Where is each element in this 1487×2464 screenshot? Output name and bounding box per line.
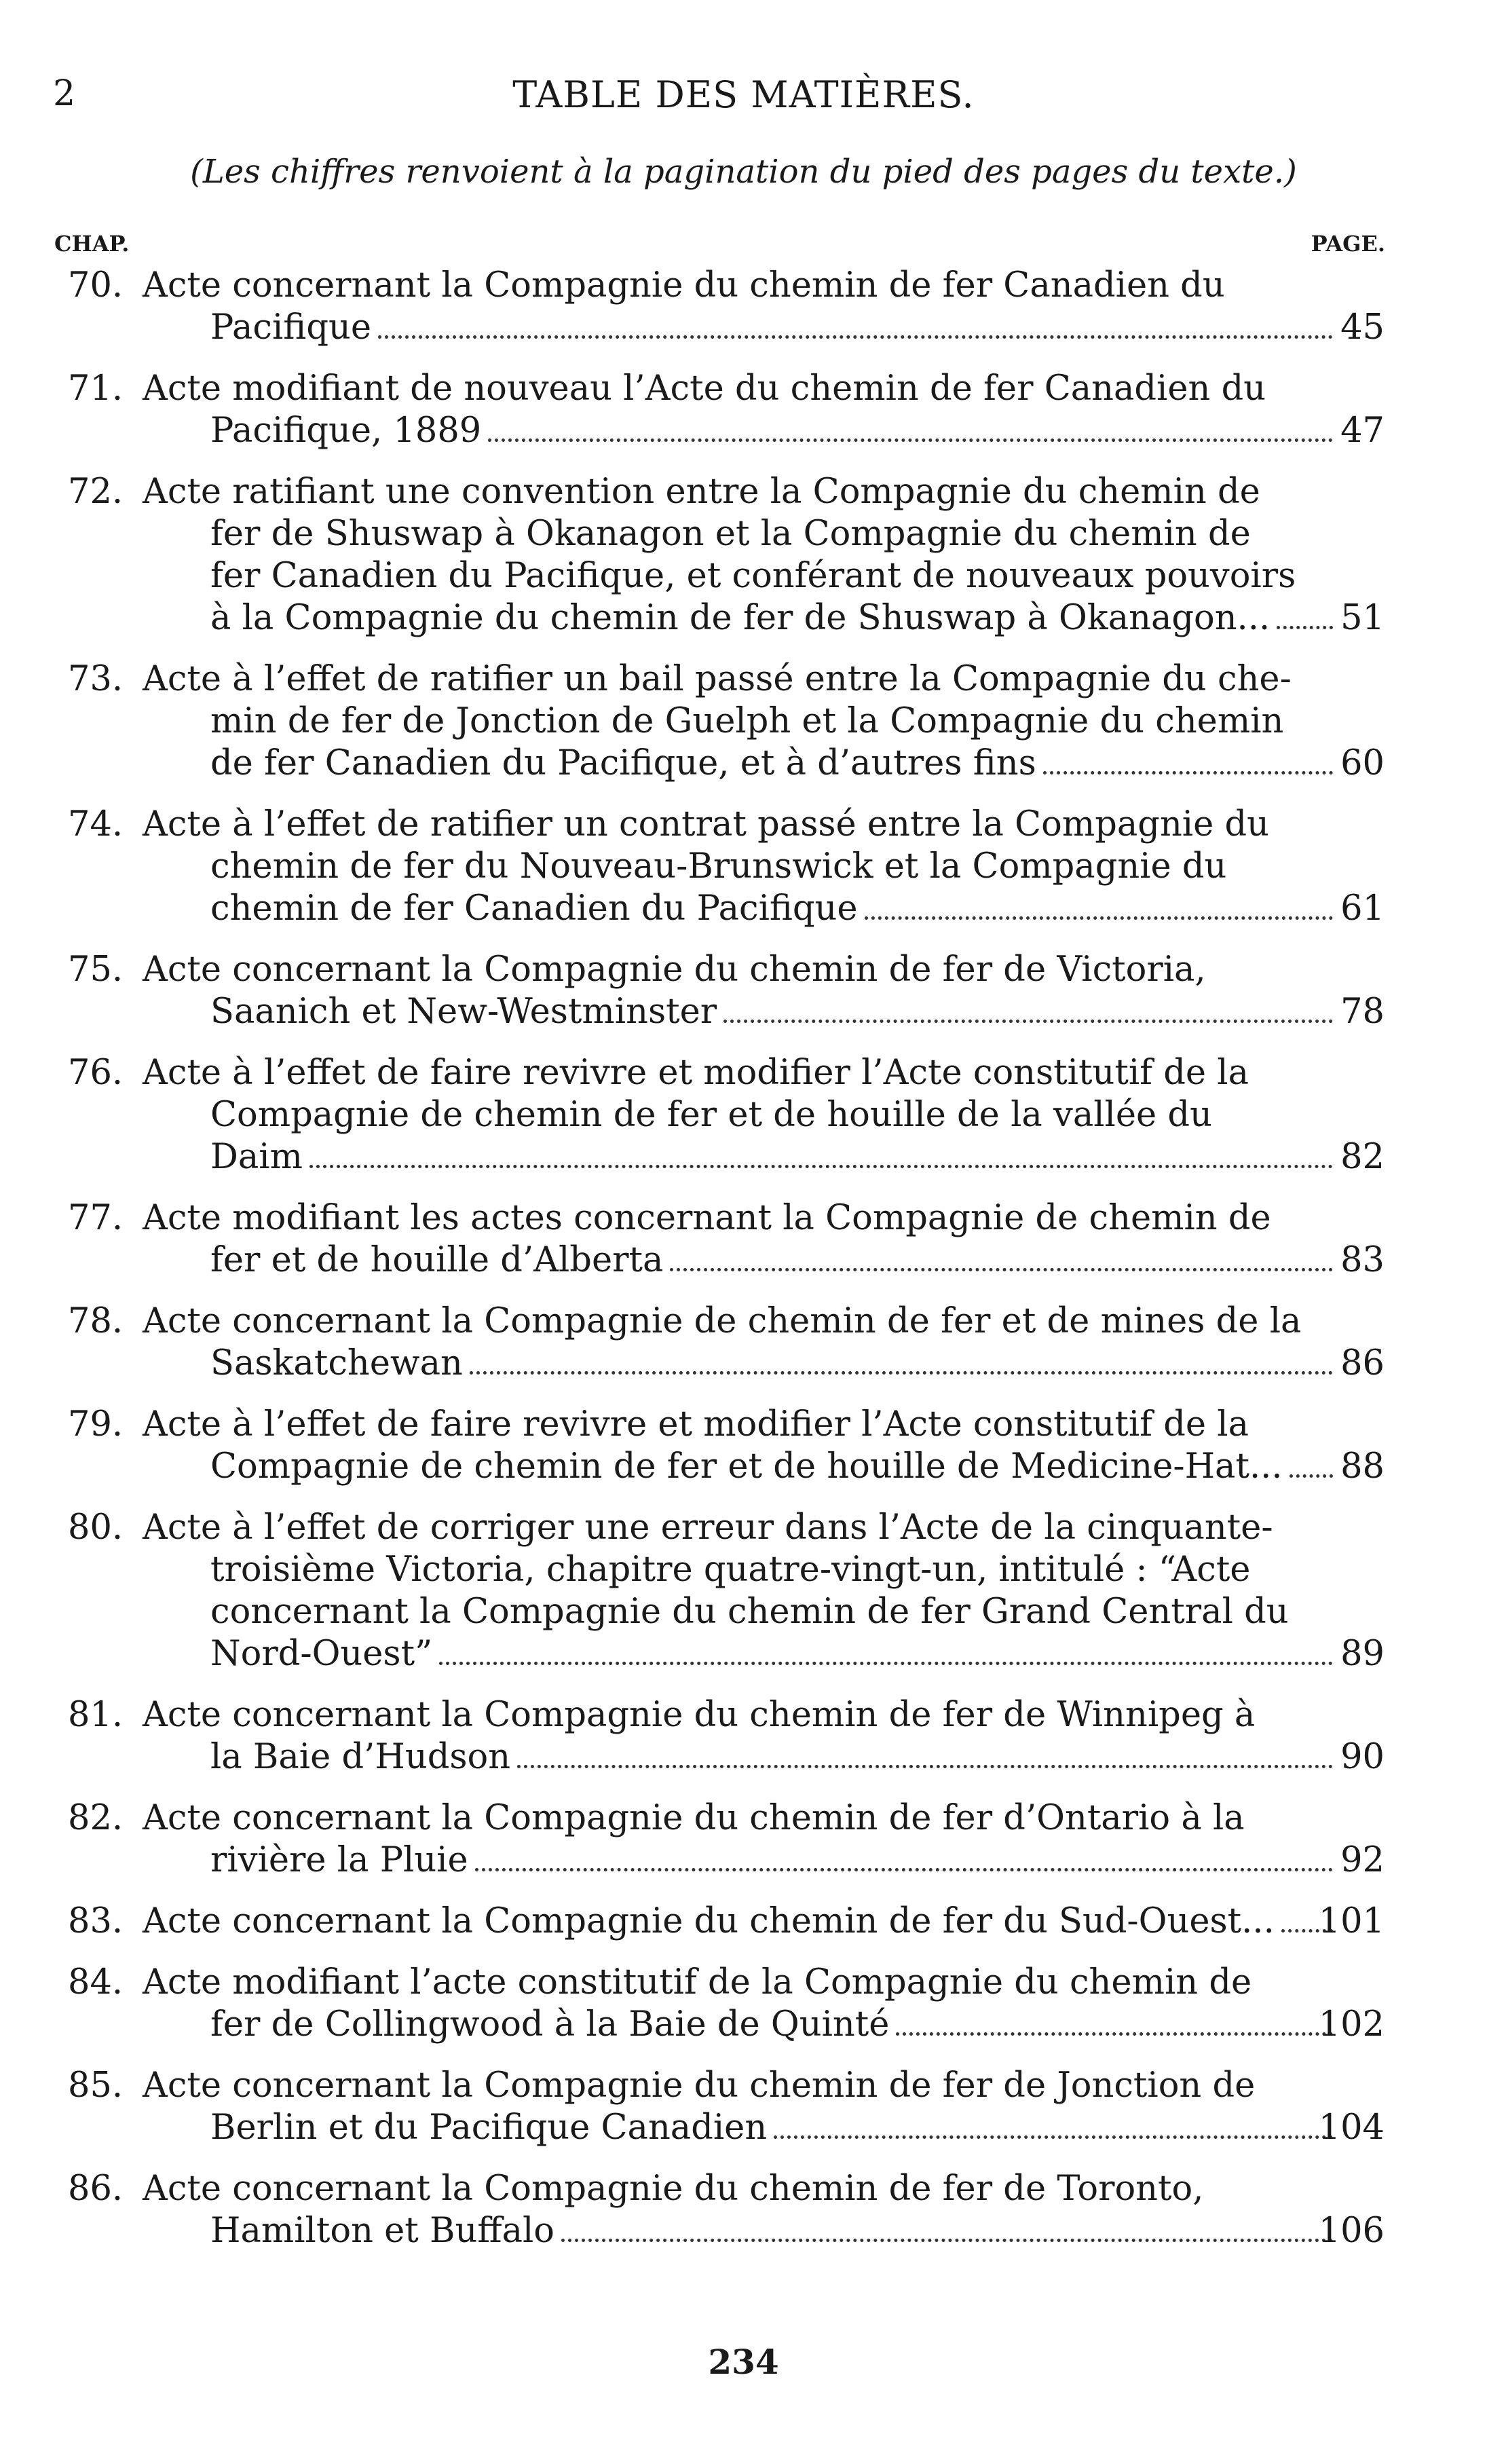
entry-text: Acte concernant la Compagnie du chemin de fer de Victoria, bbox=[143, 950, 1206, 990]
dot-leader bbox=[723, 1020, 1333, 1023]
dot-leader bbox=[470, 1371, 1333, 1375]
page-reference: 102 bbox=[1318, 2004, 1385, 2045]
entry-text: de fer Canadien du Pacifique, et à d’autres fins bbox=[210, 743, 1036, 783]
toc-entries bbox=[68, 265, 1385, 2271]
entry-text: Acte modifiant de nouveau l’Acte du chemin de fer Canadien du bbox=[143, 369, 1266, 409]
entry-line bbox=[68, 804, 1385, 846]
chapter-number: 77. bbox=[68, 1198, 124, 1238]
entry-text: min de fer de Jonction de Guelph et la Compagnie du chemin bbox=[210, 701, 1284, 741]
page-reference: 47 bbox=[1340, 411, 1385, 451]
entry-text: à la Compagnie du chemin de fer de Shuswap à Okanagon... bbox=[210, 598, 1270, 638]
entry-text: Acte à l’effet de corriger une erreur dans l’Acte de la cinquante- bbox=[143, 1508, 1273, 1548]
entry-text: Acte concernant la Compagnie du chemin de fer d’Ontario à la bbox=[143, 1798, 1245, 1838]
page-number: 2 bbox=[53, 73, 76, 114]
entry-line bbox=[68, 1446, 1385, 1488]
page-reference: 101 bbox=[1318, 1901, 1385, 1941]
page-reference: 89 bbox=[1340, 1634, 1385, 1674]
toc-entry bbox=[68, 1052, 1385, 1178]
entry-text: Nord-Ouest” bbox=[210, 1634, 433, 1674]
toc-entry bbox=[68, 368, 1385, 452]
entry-line bbox=[68, 1549, 1385, 1591]
page-reference: 106 bbox=[1318, 2211, 1385, 2251]
entry-text: Hamilton et Buffalo bbox=[210, 2211, 554, 2251]
page-reference: 61 bbox=[1340, 889, 1385, 929]
chapter-number: 80. bbox=[68, 1508, 124, 1548]
entry-line bbox=[68, 1633, 1385, 1675]
entry-line bbox=[68, 991, 1385, 1033]
entry-line bbox=[68, 1694, 1385, 1736]
entry-line bbox=[68, 2107, 1385, 2149]
page-reference: 104 bbox=[1318, 2108, 1385, 2148]
page-reference: 83 bbox=[1340, 1240, 1385, 1280]
entry-line bbox=[68, 1736, 1385, 1778]
chapter-number: 71. bbox=[68, 369, 124, 409]
toc-entry bbox=[68, 1901, 1385, 1943]
entry-text: Acte concernant la Compagnie du chemin de fer de Winnipeg à bbox=[143, 1695, 1256, 1735]
entry-text: Saskatchewan bbox=[210, 1343, 463, 1383]
entry-line bbox=[68, 888, 1385, 930]
toc-entry bbox=[68, 1404, 1385, 1488]
dot-leader bbox=[439, 1662, 1333, 1665]
chapter-number: 81. bbox=[68, 1695, 124, 1735]
toc-entry bbox=[68, 2065, 1385, 2149]
dot-leader bbox=[378, 335, 1333, 339]
entry-text: Acte modifiant l’acte constitutif de la Compagnie du chemin de bbox=[143, 1962, 1252, 2002]
entry-text: Acte à l’effet de ratifier un bail passé entre la Compagnie du che- bbox=[143, 659, 1292, 699]
entry-text: Acte concernant la Compagnie du chemin de fer de Jonction de bbox=[143, 2066, 1256, 2106]
dot-leader bbox=[475, 1868, 1333, 1871]
entry-text: Pacifique, 1889 bbox=[210, 411, 482, 451]
entry-text: fer de Collingwood à la Baie de Quinté bbox=[210, 2004, 890, 2045]
page-reference: 92 bbox=[1340, 1840, 1385, 1880]
dot-leader bbox=[865, 916, 1333, 920]
entry-text: fer Canadien du Pacifique, et conférant de nouveaux pouvoirs bbox=[210, 556, 1296, 596]
dot-leader bbox=[517, 1765, 1333, 1768]
entry-text: Compagnie de chemin de fer et de houille de la vallée du bbox=[210, 1095, 1212, 1135]
entry-line bbox=[68, 1301, 1385, 1343]
page-reference: 45 bbox=[1340, 307, 1385, 348]
entry-line bbox=[68, 1094, 1385, 1136]
entry-text: Acte à l’effet de faire revivre et modifier l’Acte constitutif de la bbox=[143, 1404, 1249, 1444]
entry-text: Berlin et du Pacifique Canadien bbox=[210, 2108, 768, 2148]
toc-entry bbox=[68, 1301, 1385, 1385]
dot-leader bbox=[670, 1268, 1333, 1271]
entry-text: Compagnie de chemin de fer et de houille de Medicine-Hat... bbox=[210, 1446, 1283, 1487]
dot-leader bbox=[488, 438, 1333, 442]
entry-text: concernant la Compagnie du chemin de fer Grand Central du bbox=[210, 1592, 1289, 1632]
entry-text: troisième Victoria, chapitre quatre-vingt-un, intitulé : “Acte bbox=[210, 1550, 1251, 1590]
entry-text: Daim bbox=[210, 1137, 303, 1177]
page-reference: 60 bbox=[1340, 743, 1385, 783]
chapter-number: 76. bbox=[68, 1053, 124, 1093]
entry-line bbox=[68, 2004, 1385, 2046]
entry-line bbox=[68, 471, 1385, 513]
page-title: TABLE DES MATIÈRES. bbox=[512, 73, 975, 116]
entry-line bbox=[68, 2168, 1385, 2210]
entry-line bbox=[68, 949, 1385, 991]
chapter-number: 74. bbox=[68, 804, 124, 844]
entry-text: Pacifique bbox=[210, 307, 371, 348]
entry-text: fer de Shuswap à Okanagon et la Compagnie du chemin de bbox=[210, 514, 1251, 554]
entry-line bbox=[68, 701, 1385, 743]
dot-leader bbox=[896, 2032, 1333, 2036]
chapter-number: 73. bbox=[68, 659, 124, 699]
chap-column-header: CHAP. bbox=[54, 231, 130, 257]
entry-line bbox=[68, 1507, 1385, 1549]
entry-text: Acte concernant la Compagnie du chemin de fer du Sud-Ouest... bbox=[143, 1901, 1275, 1941]
entry-text: fer et de houille d’Alberta bbox=[210, 1240, 664, 1280]
page-reference: 78 bbox=[1340, 992, 1385, 1032]
toc-entry bbox=[68, 265, 1385, 349]
toc-entry bbox=[68, 1197, 1385, 1282]
entry-line bbox=[68, 2210, 1385, 2252]
page-column-header: PAGE. bbox=[1311, 231, 1385, 257]
entry-text: chemin de fer du Nouveau-Brunswick et la Compagnie du bbox=[210, 846, 1227, 886]
chapter-number: 79. bbox=[68, 1404, 124, 1444]
chapter-number: 78. bbox=[68, 1301, 124, 1341]
toc-entry bbox=[68, 804, 1385, 930]
entry-line bbox=[68, 555, 1385, 597]
entry-line bbox=[68, 743, 1385, 785]
entry-line bbox=[68, 1591, 1385, 1633]
entry-line bbox=[68, 658, 1385, 701]
entry-line bbox=[68, 1197, 1385, 1239]
entry-line bbox=[68, 1404, 1385, 1446]
entry-line bbox=[68, 1901, 1385, 1943]
entry-text: Acte concernant la Compagnie du chemin de fer de Toronto, bbox=[143, 2169, 1204, 2209]
dot-leader bbox=[309, 1165, 1333, 1168]
footer-page-number: 234 bbox=[708, 2342, 779, 2382]
toc-entry bbox=[68, 2168, 1385, 2252]
dot-leader bbox=[561, 2239, 1333, 2242]
page-reference: 88 bbox=[1340, 1446, 1385, 1487]
page-subtitle: (Les chiffres renvoient à la pagination du pied des pages du texte.) bbox=[190, 153, 1297, 191]
dot-leader bbox=[1043, 771, 1333, 774]
entry-text: Acte ratifiant une convention entre la Compagnie du chemin de bbox=[143, 472, 1260, 512]
entry-text: chemin de fer Canadien du Pacifique bbox=[210, 889, 858, 929]
entry-text: Acte concernant la Compagnie du chemin de fer Canadien du bbox=[143, 265, 1225, 305]
toc-entry bbox=[68, 1507, 1385, 1675]
toc-entry bbox=[68, 949, 1385, 1033]
entry-line bbox=[68, 410, 1385, 452]
toc-entry bbox=[68, 1962, 1385, 2046]
toc-entry bbox=[68, 471, 1385, 639]
entry-text: rivière la Pluie bbox=[210, 1840, 468, 1880]
entry-line bbox=[68, 1840, 1385, 1882]
chapter-number: 70. bbox=[68, 265, 124, 305]
entry-line bbox=[68, 1343, 1385, 1385]
entry-text: Acte concernant la Compagnie de chemin de fer et de mines de la bbox=[143, 1301, 1302, 1341]
chapter-number: 86. bbox=[68, 2169, 124, 2209]
entry-text: la Baie d’Hudson bbox=[210, 1737, 511, 1777]
entry-text: Acte à l’effet de ratifier un contrat passé entre la Compagnie du bbox=[143, 804, 1269, 844]
entry-line bbox=[68, 846, 1385, 888]
entry-line bbox=[68, 368, 1385, 410]
chapter-number: 84. bbox=[68, 1962, 124, 2002]
entry-line bbox=[68, 1797, 1385, 1840]
entry-line bbox=[68, 1239, 1385, 1282]
entry-line bbox=[68, 1052, 1385, 1094]
chapter-number: 83. bbox=[68, 1901, 124, 1941]
page-reference: 51 bbox=[1340, 598, 1385, 638]
entry-text: Acte modifiant les actes concernant la Compagnie de chemin de bbox=[143, 1198, 1271, 1238]
entry-text: Saanich et New-Westminster bbox=[210, 992, 717, 1032]
entry-line bbox=[68, 307, 1385, 349]
entry-line bbox=[68, 2065, 1385, 2107]
entry-line bbox=[68, 1136, 1385, 1178]
chapter-number: 85. bbox=[68, 2066, 124, 2106]
entry-line bbox=[68, 513, 1385, 555]
chapter-number: 82. bbox=[68, 1798, 124, 1838]
chapter-number: 72. bbox=[68, 472, 124, 512]
entry-line bbox=[68, 597, 1385, 639]
toc-entry bbox=[68, 1797, 1385, 1882]
page-reference: 82 bbox=[1340, 1137, 1385, 1177]
chapter-number: 75. bbox=[68, 950, 124, 990]
entry-line bbox=[68, 265, 1385, 307]
entry-text: Acte à l’effet de faire revivre et modifier l’Acte constitutif de la bbox=[143, 1053, 1249, 1093]
page-reference: 86 bbox=[1340, 1343, 1385, 1383]
toc-entry bbox=[68, 658, 1385, 785]
page-reference: 90 bbox=[1340, 1737, 1385, 1777]
toc-entry bbox=[68, 1694, 1385, 1778]
dot-leader bbox=[774, 2135, 1333, 2139]
entry-line bbox=[68, 1962, 1385, 2004]
column-headers bbox=[54, 231, 1385, 258]
